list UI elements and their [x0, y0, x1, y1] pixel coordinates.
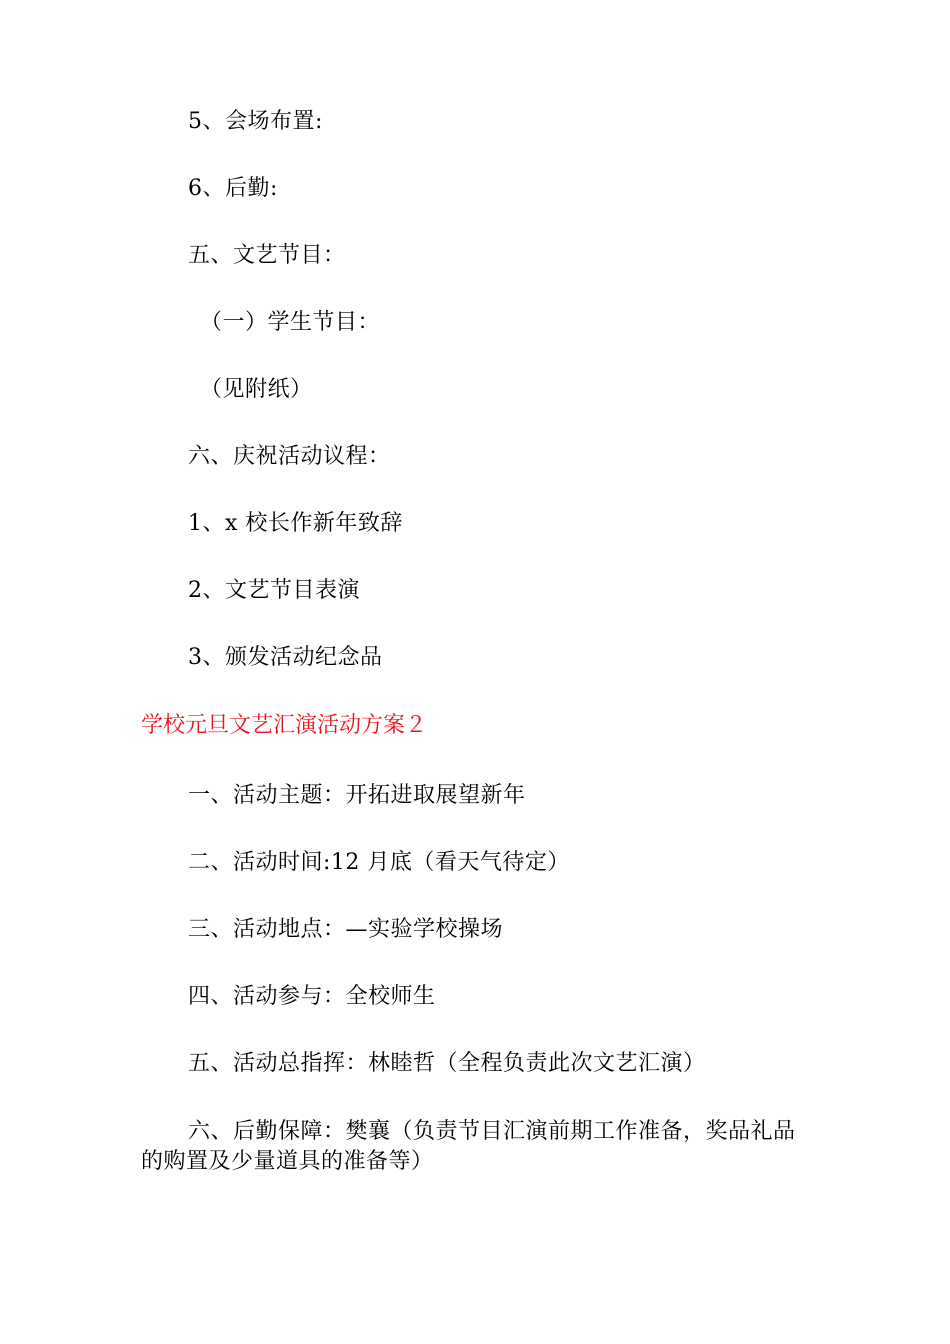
section-performances: 五、文艺节目： [188, 243, 346, 268]
item-time: 二、活动时间:12 月底（看天气待定） [188, 850, 570, 875]
item-participants: 四、活动参与：全校师生 [188, 984, 436, 1009]
item-logistics: 6、后勤: [188, 176, 278, 201]
section-agenda: 六、庆祝活动议程： [188, 444, 391, 469]
item-venue-setup: 5、会场布置: [188, 109, 323, 134]
agenda-item-speech: 1、x 校长作新年致辞 [188, 511, 403, 536]
agenda-item-souvenirs: 3、颁发活动纪念品 [188, 645, 383, 670]
item-commander: 五、活动总指挥：林睦哲（全程负责此次文艺汇演） [188, 1051, 706, 1076]
agenda-item-performance: 2、文艺节目表演 [188, 578, 360, 603]
subsection-student-performances: （一）学生节目： [200, 310, 381, 335]
section-title: 学校元旦文艺汇演活动方案２ [141, 713, 428, 738]
see-attachment-note: （见附纸） [200, 377, 313, 402]
item-theme: 一、活动主题：开拓进取展望新年 [188, 783, 526, 808]
item-logistics-support: 六、后勤保障：樊襄（负责节目汇演前期工作准备，奖品礼品的购置及少量道具的准备等） [141, 1119, 796, 1174]
item-location: 三、活动地点：—实验学校操场 [188, 917, 504, 942]
